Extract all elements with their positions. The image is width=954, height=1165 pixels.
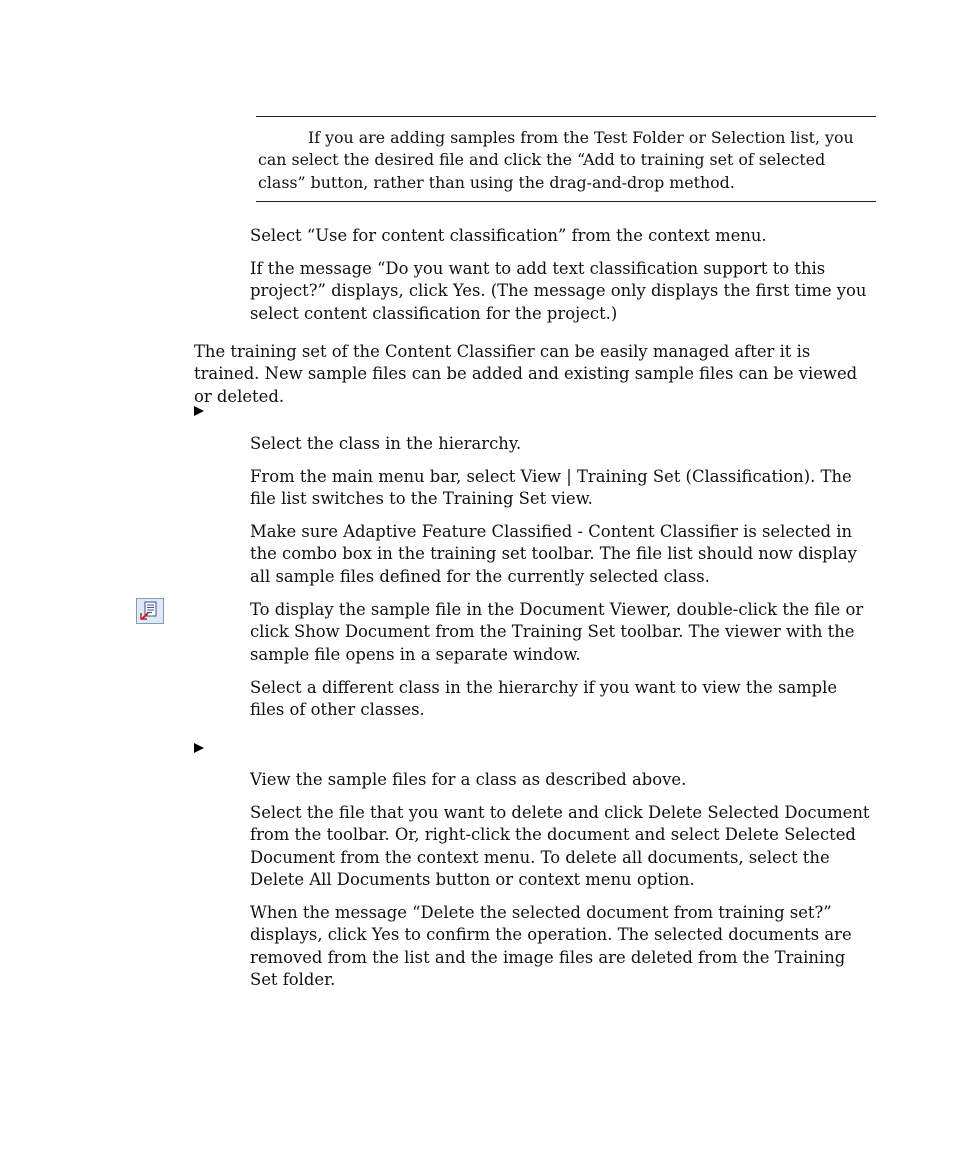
view-step-3: Make sure Adaptive Feature Classified - Content Classifier is selected in the combo box in the training set toolbar. The file list should now display all sample files defined for the currently selected class. [250, 522, 857, 586]
view-step-5: Select a different class in the hierarchy if you want to view the sample files of other classes. [250, 678, 838, 720]
view-step-4: To display the sample file in the Document Viewer, double-click the file or click Show Document from the Training Set toolbar. The viewer with the sample file opens in a separate window. [250, 600, 864, 664]
delete-step-3: When the message “Delete the selected document from training set?” displays, click Yes to confirm the operation. The selected documents are removed from the list and the image files are deleted from the Training Set folder. [250, 903, 852, 990]
note-text: If you are adding samples from the Test Folder or Selection list, you can select the desired file and click the “Add to training set of selected class” button, rather than using the drag-and-drop method. [258, 128, 854, 192]
view-step-1: Select the class in the hierarchy. [250, 434, 522, 453]
triangle-right-icon [194, 406, 204, 416]
delete-step-1: View the sample files for a class as described above. [250, 770, 687, 789]
note-box [256, 116, 876, 202]
intro-paragraph: The training set of the Content Classifier can be easily managed after it is trained. New sample files can be added and existing sample files can be viewed or deleted. [194, 342, 858, 406]
show-document-icon [136, 598, 164, 624]
view-step-2: From the main menu bar, select View | Training Set (Classification). The file list switches to the Training Set view. [250, 467, 852, 509]
step-confirm-message: If the message “Do you want to add text classification support to this project?” displays, click Yes. (The message only displays the first time you select content classification for the project.) [250, 259, 867, 323]
delete-step-2: Select the file that you want to delete and click Delete Selected Document from the toolbar. Or, right-click the document and select Delete Selected Document from the context menu. To delete all documents, select the Delete All Documents button or context menu option. [250, 803, 870, 890]
triangle-right-icon [194, 743, 204, 753]
step-use-for-content-classification: Select “Use for content classification” from the context menu. [250, 226, 767, 245]
